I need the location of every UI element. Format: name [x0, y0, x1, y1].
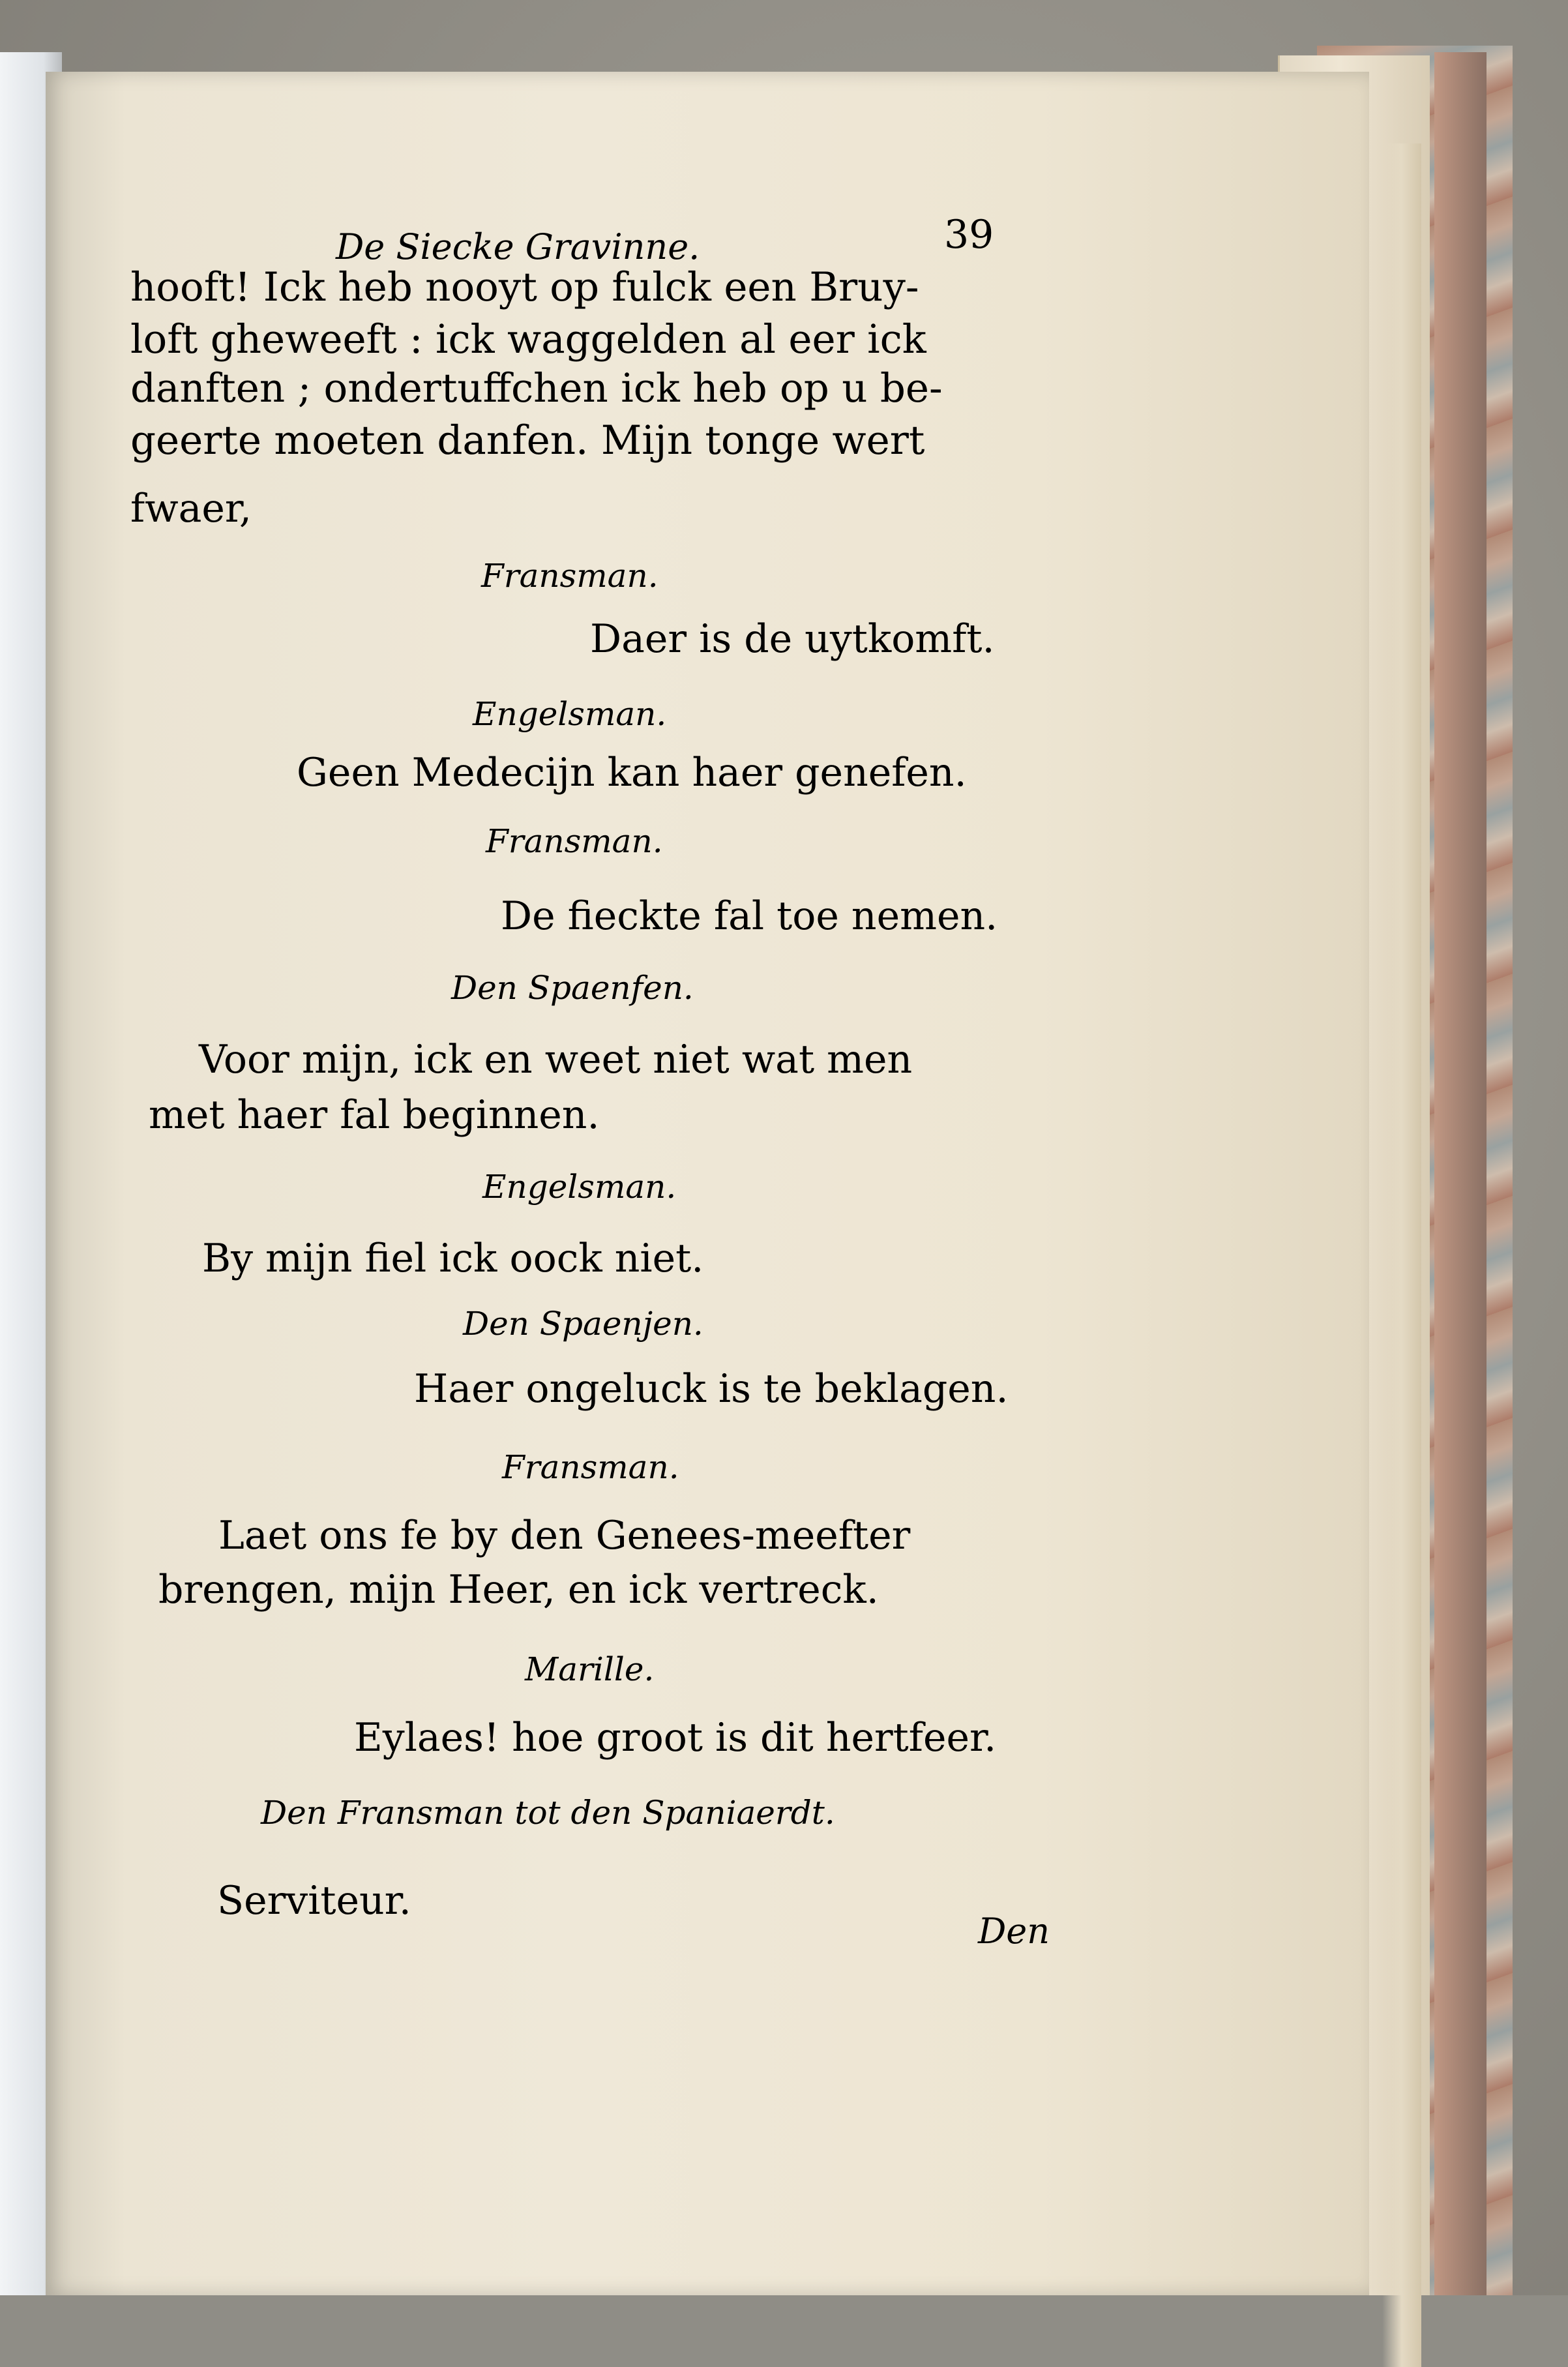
- text-line-5: fwaer,: [130, 486, 252, 531]
- speaker-label: Marille.: [525, 1650, 655, 1688]
- speaker-label: Engelsman.: [482, 1168, 677, 1206]
- speaker-label: Den Spaenjen.: [463, 1305, 703, 1343]
- text-line-3: danften ; ondertuffchen ick heb op u be-: [130, 365, 943, 411]
- cover-edge: [1434, 52, 1487, 2295]
- speaker-label: Fransman.: [486, 822, 663, 860]
- dialogue-line: Serviteur.: [217, 1878, 411, 1924]
- dialogue-line: Eylaes! hoe groot is dit hertfeer.: [354, 1715, 997, 1761]
- speaker-label: Fransman.: [481, 557, 658, 595]
- dialogue-line: brengen, mijn Heer, en ick vertreck.: [158, 1567, 879, 1613]
- page-number: 39: [944, 212, 994, 258]
- text-line-1: hooft! Ick heb nooyt op fulck een Bruy-: [130, 264, 919, 310]
- dialogue-line: Haer ongeluck is te beklagen.: [414, 1366, 1009, 1412]
- speaker-label: Engelsman.: [473, 695, 667, 733]
- dialogue-line: Daer is de uytkomft.: [590, 616, 995, 662]
- running-head-title: De Siecke Gravinne.: [336, 226, 700, 267]
- speaker-label: Fransman.: [502, 1448, 679, 1486]
- dialogue-line: met haer fal beginnen.: [149, 1092, 600, 1138]
- dialogue-line: Laet ons fe by den Genees-meefter: [218, 1513, 911, 1558]
- catchword: Den: [978, 1911, 1050, 1952]
- dialogue-line: Geen Medecijn kan haer genefen.: [297, 750, 967, 796]
- text-line-4: geerte moeten danfen. Mijn tonge wert: [130, 417, 925, 464]
- deckle-edge: [1382, 143, 1421, 2367]
- speaker-label: Den Spaenfen.: [451, 969, 694, 1007]
- dialogue-line: By mijn fiel ick oock niet.: [202, 1236, 704, 1281]
- dialogue-line: Voor mijn, ick en weet niet wat men: [199, 1037, 913, 1082]
- text-line-2: loft gheweeft : ick waggelden al eer ick: [130, 316, 926, 363]
- stage-direction: Den Fransman tot den Spaniaerdt.: [261, 1794, 835, 1832]
- dialogue-line: De fieckte fal toe nemen.: [501, 893, 998, 939]
